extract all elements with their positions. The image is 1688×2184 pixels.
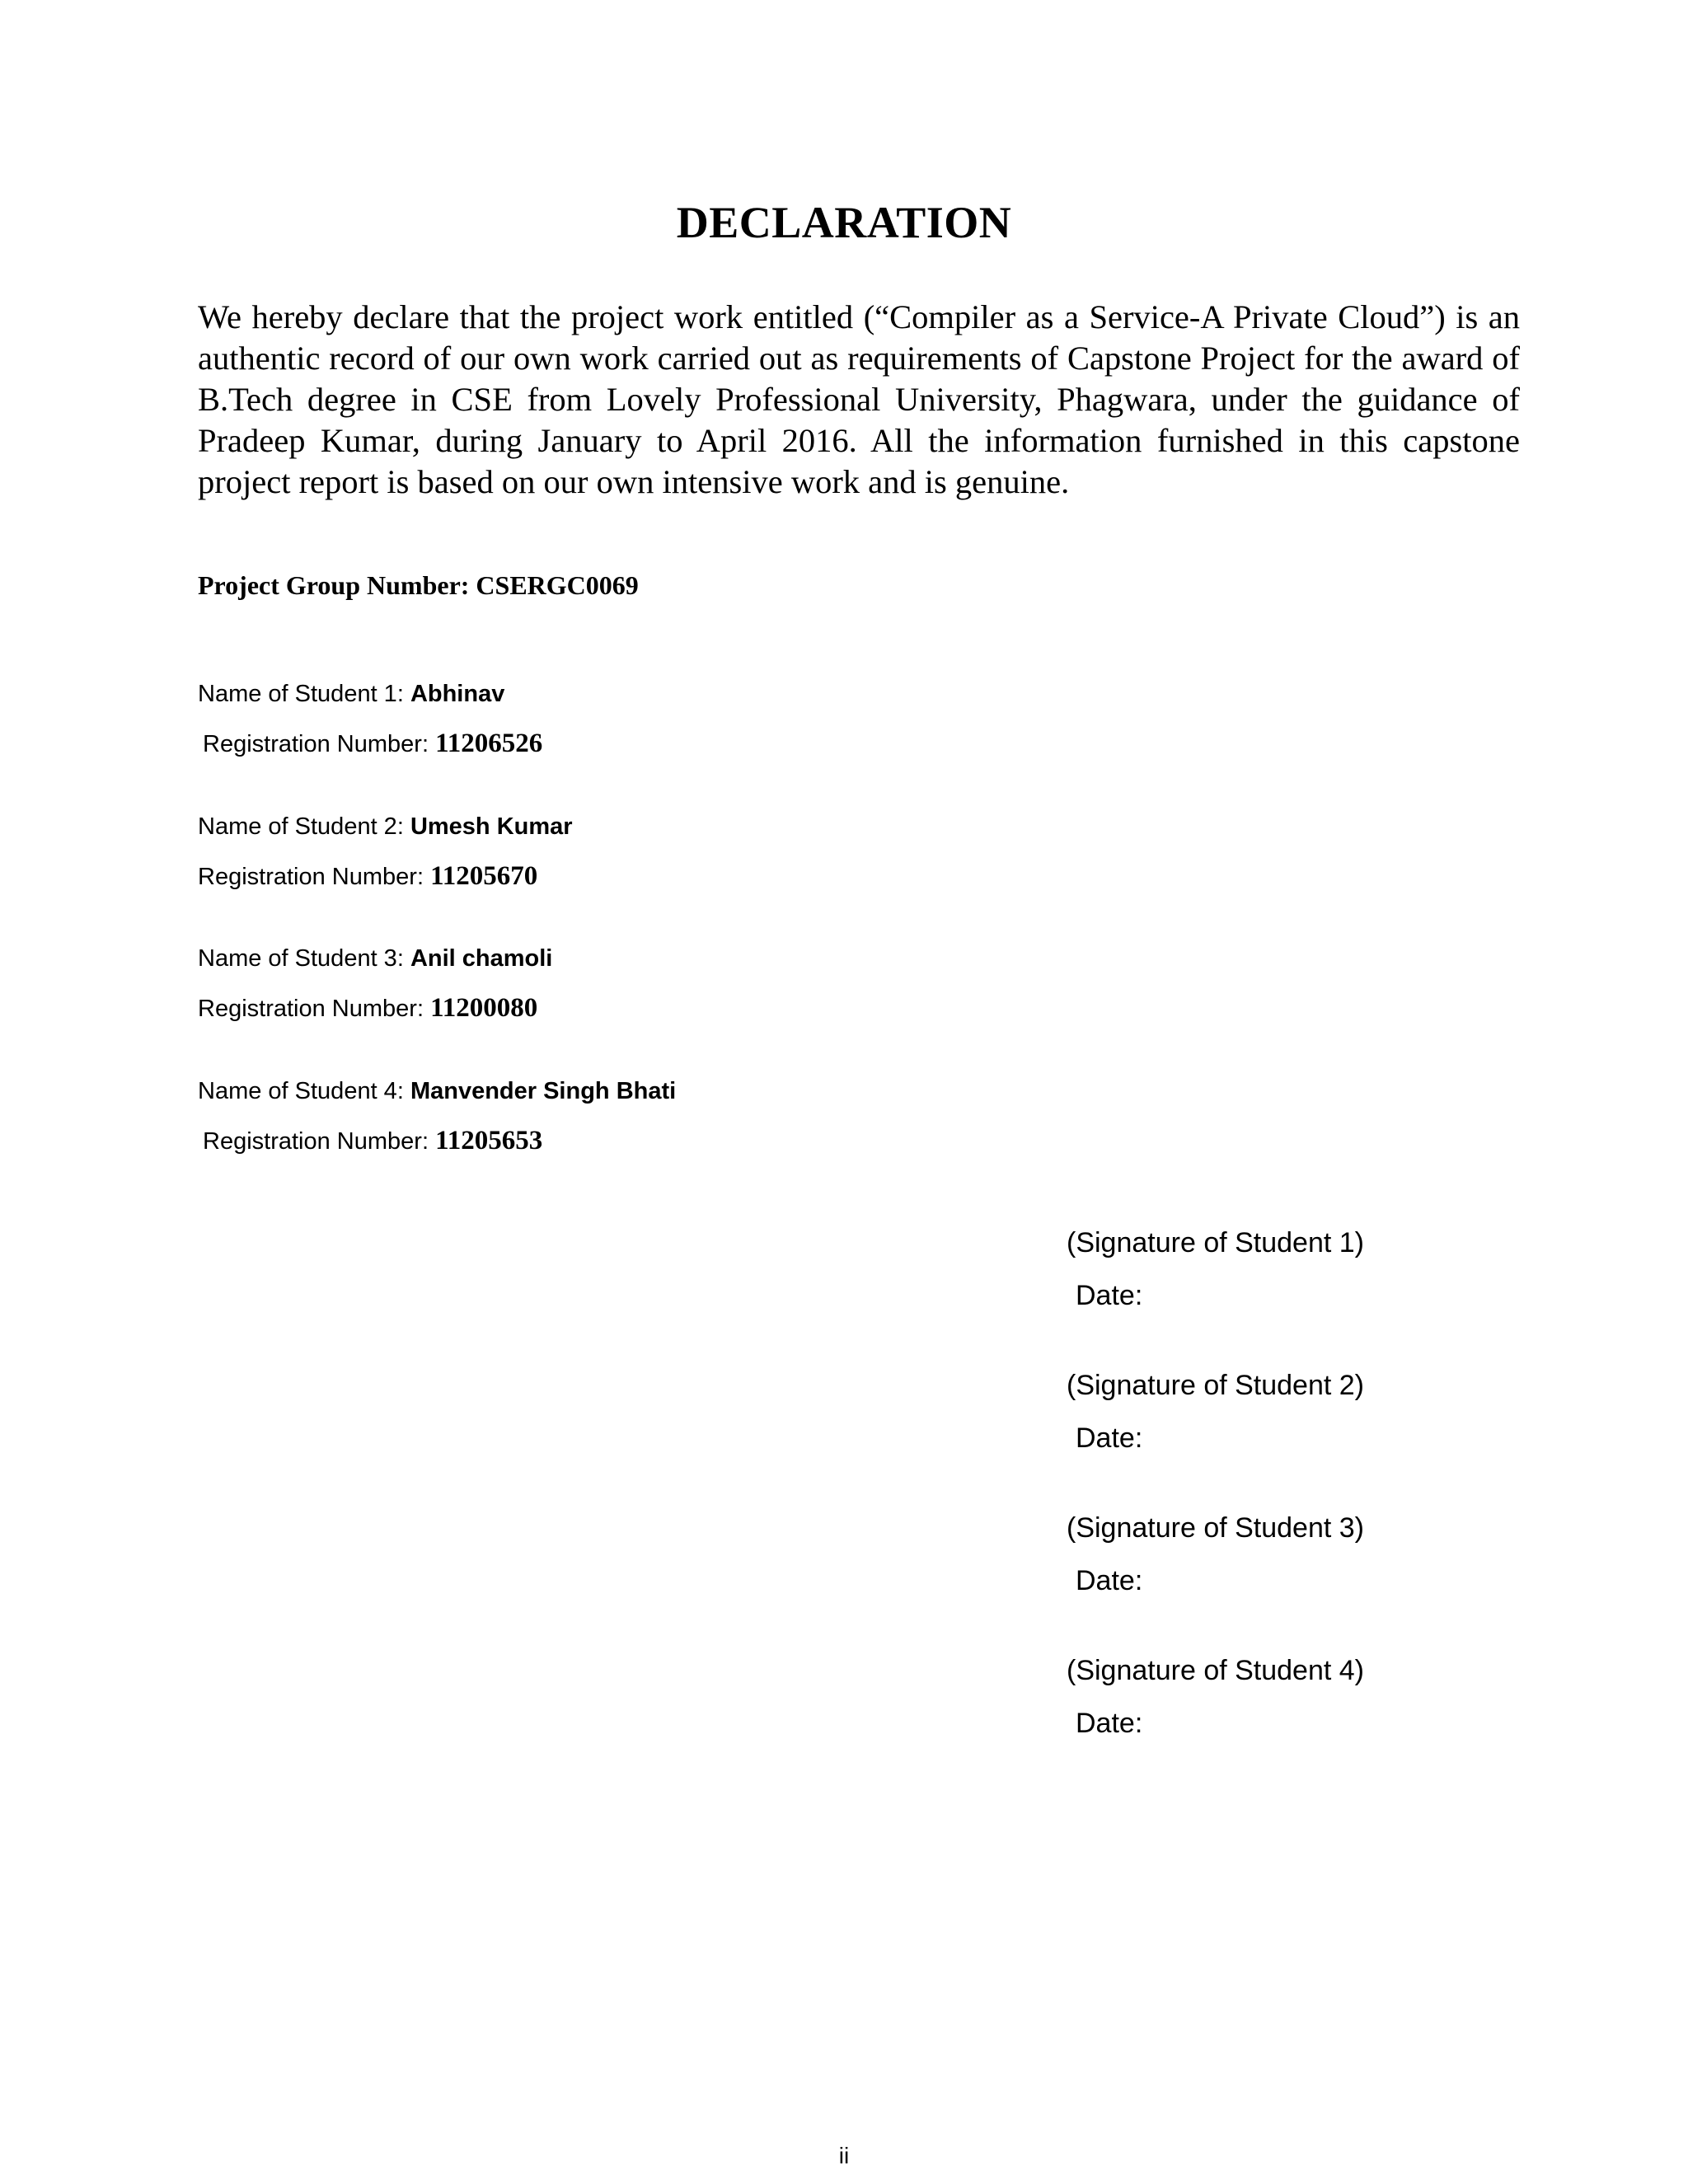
student-name: Manvender Singh Bhati [410,1078,677,1104]
signature-student-1: (Signature of Student 1) [1067,1227,1365,1258]
date-student-2: Date: [1076,1422,1143,1454]
page-number: ii [838,2143,850,2168]
registration-number: 11205670 [430,861,538,891]
student-name-label: Name of Student 3: [198,945,410,972]
student-3-name-line [198,942,552,975]
student-1-name-line [198,677,504,710]
student-1-registration-line [203,727,542,761]
student-name-label: Name of Student 2: [198,813,410,840]
page-title: DECLARATION [676,198,1012,247]
student-name: Umesh Kumar [410,813,573,840]
student-4-name-line [198,1075,676,1108]
student-name: Abhinav [410,681,505,707]
date-student-3: Date: [1076,1565,1143,1596]
student-2-registration-line [198,860,537,893]
signature-student-2: (Signature of Student 2) [1067,1370,1365,1401]
registration-label: Registration Number: [203,1128,436,1155]
registration-number: 11206526 [435,729,543,758]
registration-label: Registration Number: [198,864,431,890]
project-group-number: Project Group Number: CSERGC0069 [198,570,639,600]
registration-label: Registration Number: [198,996,431,1022]
registration-number: 11200080 [430,993,538,1023]
declaration-paragraph: We hereby declare that the project work entitled (“Compiler as a Service-A Private Cloud”) is an authentic record of our own work carried out as requirements of Capstone Project for the award of B.Tech degree in CSE from Lovely Professional University, Phagwara, under the guidance of Pradeep Kumar, during January to April 2016. All the information furnished in this capstone project report is based on our own intensive work and is genuine. [198,298,1520,500]
signature-student-4: (Signature of Student 4) [1067,1655,1365,1686]
date-student-4: Date: [1076,1708,1143,1739]
student-2-name-line [198,810,573,843]
registration-label: Registration Number: [203,731,436,757]
student-name-label: Name of Student 4: [198,1078,410,1104]
signature-student-3: (Signature of Student 3) [1067,1512,1365,1544]
student-4-registration-line [203,1124,542,1158]
registration-number: 11205653 [435,1126,543,1155]
student-3-registration-line [198,991,537,1025]
date-student-1: Date: [1076,1280,1143,1311]
student-name-label: Name of Student 1: [198,681,410,707]
student-name: Anil chamoli [410,945,553,972]
